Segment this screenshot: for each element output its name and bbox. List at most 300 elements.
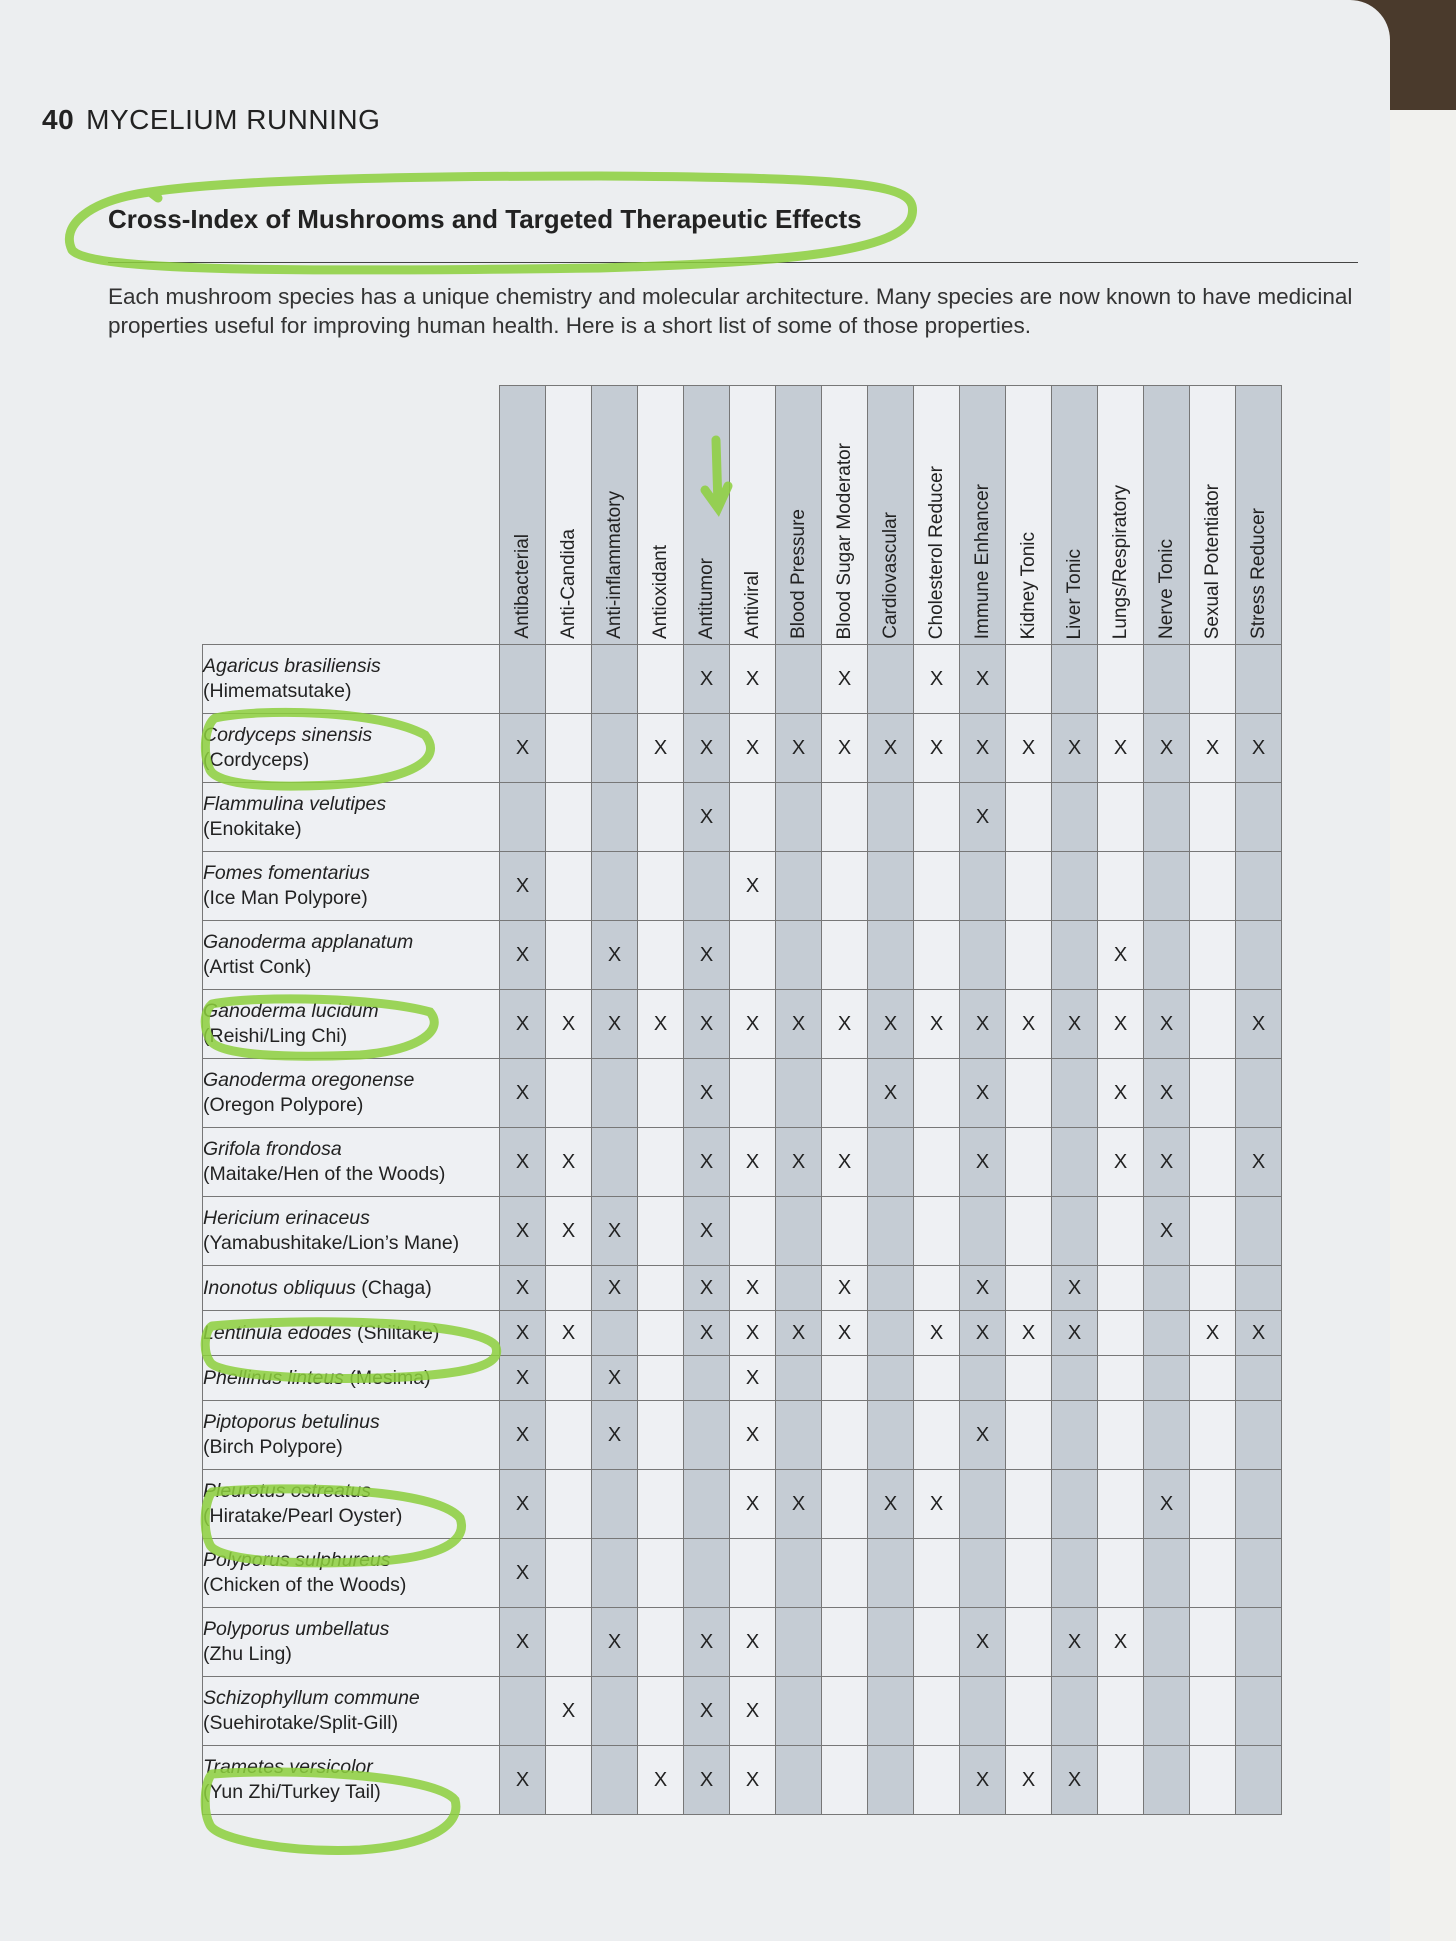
effect-mark: X (975, 1276, 990, 1299)
column-header-label: Cardiovascular (879, 512, 901, 639)
effect-mark: X (837, 1276, 852, 1299)
effect-cell (960, 645, 1006, 714)
effect-cell (638, 1311, 684, 1356)
effect-mark: X (561, 1012, 576, 1035)
effect-cell (730, 1401, 776, 1470)
effect-cell (822, 852, 868, 921)
effect-mark: X (1067, 1321, 1082, 1344)
species-name-cell (203, 1266, 500, 1311)
effect-cell (822, 1059, 868, 1128)
effect-cell (868, 1401, 914, 1470)
effect-cell (1190, 783, 1236, 852)
effect-cell (1236, 1266, 1282, 1311)
effect-mark: X (1251, 1150, 1266, 1173)
scientific-name: Ganoderma lucidum (203, 1000, 379, 1022)
column-header-label: Blood Pressure (787, 509, 809, 639)
effect-cell (868, 1677, 914, 1746)
effect-cell (822, 1401, 868, 1470)
common-name: (Yun Zhi/Turkey Tail) (203, 1781, 381, 1803)
effect-cell (1006, 990, 1052, 1059)
common-name: (Enokitake) (203, 818, 302, 840)
effect-cell (638, 645, 684, 714)
effect-mark: X (515, 1081, 530, 1104)
effect-cell (960, 1401, 1006, 1470)
effect-cell (500, 1539, 546, 1608)
effect-cell (1144, 1311, 1190, 1356)
effect-mark: X (745, 1768, 760, 1791)
effect-cell (1190, 1266, 1236, 1311)
effect-cell (914, 1401, 960, 1470)
effect-cell (1006, 1266, 1052, 1311)
effect-cell (1236, 783, 1282, 852)
column-header-blood-sugar-moderator (822, 386, 868, 645)
effect-mark: X (975, 1423, 990, 1446)
table-row (203, 1128, 1282, 1197)
effect-cell (684, 1311, 730, 1356)
effect-cell (776, 1266, 822, 1311)
effect-cell (684, 1059, 730, 1128)
effect-mark: X (1251, 1321, 1266, 1344)
effect-mark: X (653, 1768, 668, 1791)
effect-cell (1190, 1197, 1236, 1266)
effect-cell (1052, 1059, 1098, 1128)
effect-cell (1190, 645, 1236, 714)
effect-cell (1052, 1266, 1098, 1311)
effect-cell (592, 1608, 638, 1677)
effect-cell (914, 1677, 960, 1746)
effect-mark: X (561, 1699, 576, 1722)
effect-cell (638, 1059, 684, 1128)
effect-mark: X (745, 1492, 760, 1515)
effect-cell (776, 1128, 822, 1197)
effect-cell (1098, 645, 1144, 714)
page-number: 40 (42, 104, 75, 135)
effect-cell (684, 1539, 730, 1608)
effect-cell (1098, 852, 1144, 921)
effect-cell (638, 1356, 684, 1401)
effect-cell (868, 645, 914, 714)
column-header-kidney-tonic (1006, 386, 1052, 645)
effect-mark: X (515, 1423, 530, 1446)
effect-cell (1190, 1677, 1236, 1746)
effect-mark: X (1067, 1012, 1082, 1035)
effect-mark: X (515, 1630, 530, 1653)
species-name-cell (203, 921, 500, 990)
effect-mark: X (1159, 1219, 1174, 1242)
effect-cell (1052, 645, 1098, 714)
effect-cell (1236, 1128, 1282, 1197)
column-header-liver-tonic (1052, 386, 1098, 645)
effect-cell (914, 1356, 960, 1401)
effect-mark: X (883, 1492, 898, 1515)
effect-cell (1190, 1311, 1236, 1356)
effect-cell (1144, 1470, 1190, 1539)
effect-mark: X (975, 1768, 990, 1791)
effect-mark: X (607, 1276, 622, 1299)
effect-mark: X (1021, 1012, 1036, 1035)
effect-mark: X (929, 667, 944, 690)
effect-cell (1052, 1128, 1098, 1197)
effect-mark: X (975, 1321, 990, 1344)
effect-cell (822, 783, 868, 852)
effect-cell (1190, 1128, 1236, 1197)
effect-cell (1236, 921, 1282, 990)
effect-mark: X (975, 1012, 990, 1035)
effect-cell (822, 645, 868, 714)
effect-cell (1006, 1311, 1052, 1356)
effect-mark: X (883, 1012, 898, 1035)
effect-mark: X (1159, 1012, 1174, 1035)
effect-cell (684, 1197, 730, 1266)
effect-mark: X (515, 1768, 530, 1791)
effect-cell (1006, 1356, 1052, 1401)
effect-cell (500, 1470, 546, 1539)
effect-cell (638, 921, 684, 990)
effect-cell (1052, 852, 1098, 921)
effect-cell (1098, 714, 1144, 783)
effect-cell (1006, 1608, 1052, 1677)
effect-cell (1190, 1356, 1236, 1401)
effect-cell (684, 1266, 730, 1311)
table-row (203, 714, 1282, 783)
effect-cell (684, 783, 730, 852)
effect-cell (1052, 921, 1098, 990)
table-row (203, 1746, 1282, 1815)
column-header-label: Cholesterol Reducer (925, 465, 947, 639)
species-name-cell (203, 990, 500, 1059)
effect-mark: X (975, 1081, 990, 1104)
effect-mark: X (791, 736, 806, 759)
effect-cell (1190, 990, 1236, 1059)
effect-cell (638, 852, 684, 921)
effect-cell (730, 645, 776, 714)
effect-cell (638, 1470, 684, 1539)
effect-cell (546, 1197, 592, 1266)
effect-cell (1098, 1197, 1144, 1266)
column-header-label: Nerve Tonic (1155, 539, 1177, 639)
effect-mark: X (975, 1150, 990, 1173)
effect-cell (1052, 1746, 1098, 1815)
effect-cell (546, 1677, 592, 1746)
effect-cell (730, 990, 776, 1059)
effect-cell (960, 714, 1006, 783)
effect-mark: X (791, 1012, 806, 1035)
table-row (203, 1539, 1282, 1608)
effect-cell (1144, 1197, 1190, 1266)
effect-cell (1144, 1677, 1190, 1746)
effect-mark: X (1021, 1768, 1036, 1791)
effect-cell (1144, 852, 1190, 921)
effect-cell (1052, 1311, 1098, 1356)
effect-cell (546, 714, 592, 783)
effect-cell (684, 1356, 730, 1401)
effect-cell (1098, 1356, 1144, 1401)
effect-cell (1144, 990, 1190, 1059)
effect-mark: X (515, 874, 530, 897)
effect-cell (960, 1677, 1006, 1746)
effect-cell (776, 990, 822, 1059)
effect-cell (1006, 783, 1052, 852)
column-header-label: Anti-inflammatory (603, 491, 625, 639)
effect-cell (1190, 852, 1236, 921)
effect-cell (1052, 1470, 1098, 1539)
effect-cell (592, 1356, 638, 1401)
effect-cell (776, 852, 822, 921)
effect-mark: X (975, 805, 990, 828)
effect-cell (776, 921, 822, 990)
effect-cell (868, 1197, 914, 1266)
effect-cell (868, 921, 914, 990)
effect-mark: X (699, 1768, 714, 1791)
effect-cell (776, 1677, 822, 1746)
effect-cell (776, 1356, 822, 1401)
book-title: MYCELIUM RUNNING (86, 104, 381, 135)
effect-cell (822, 1677, 868, 1746)
effect-cell (1190, 921, 1236, 990)
effect-cell (822, 990, 868, 1059)
species-name-cell (203, 1311, 500, 1356)
effect-cell (1236, 1470, 1282, 1539)
effect-cell (1006, 1128, 1052, 1197)
effect-mark: X (699, 1321, 714, 1344)
effect-mark: X (515, 736, 530, 759)
effect-cell (914, 1197, 960, 1266)
effect-mark: X (1113, 1630, 1128, 1653)
effect-mark: X (929, 736, 944, 759)
effect-mark: X (699, 1699, 714, 1722)
effect-cell (1144, 645, 1190, 714)
effect-mark: X (653, 1012, 668, 1035)
cross-index-table (202, 385, 1282, 1815)
effect-cell (960, 990, 1006, 1059)
effect-cell (500, 1356, 546, 1401)
effect-cell (1098, 1266, 1144, 1311)
effect-mark: X (745, 874, 760, 897)
effect-cell (1098, 1608, 1144, 1677)
effect-cell (960, 1356, 1006, 1401)
effect-mark: X (1159, 1150, 1174, 1173)
common-name: (Ice Man Polypore) (203, 887, 368, 909)
effect-cell (730, 783, 776, 852)
effect-cell (592, 714, 638, 783)
effect-mark: X (1113, 1012, 1128, 1035)
effect-mark: X (699, 1081, 714, 1104)
effect-cell (1098, 1470, 1144, 1539)
column-header-label: Anti-Candida (557, 529, 579, 639)
effect-cell (684, 1401, 730, 1470)
effect-cell (592, 1677, 638, 1746)
species-name-cell (203, 1128, 500, 1197)
column-header-cholesterol-reducer (914, 386, 960, 645)
effect-cell (868, 1059, 914, 1128)
scientific-name: Ganoderma oregonense (203, 1069, 415, 1091)
effect-cell (960, 1539, 1006, 1608)
common-name: (Artist Conk) (203, 956, 312, 978)
scientific-name: Cordyceps sinensis (203, 724, 373, 746)
effect-cell (546, 1311, 592, 1356)
effect-mark: X (1113, 1081, 1128, 1104)
effect-mark: X (791, 1492, 806, 1515)
effect-mark: X (699, 1012, 714, 1035)
effect-cell (914, 852, 960, 921)
effect-mark: X (837, 1321, 852, 1344)
effect-cell (638, 1677, 684, 1746)
effect-mark: X (745, 1630, 760, 1653)
common-name: (Himematsutake) (203, 680, 352, 702)
effect-cell (776, 783, 822, 852)
effect-cell (776, 1539, 822, 1608)
effect-cell (730, 1197, 776, 1266)
effect-cell (914, 921, 960, 990)
effect-cell (1006, 1746, 1052, 1815)
effect-cell (868, 852, 914, 921)
effect-mark: X (1205, 1321, 1220, 1344)
column-header-stress-reducer (1236, 386, 1282, 645)
effect-cell (684, 921, 730, 990)
effect-cell (868, 1356, 914, 1401)
column-header-label: Kidney Tonic (1017, 531, 1039, 639)
species-name-cell (203, 1539, 500, 1608)
effect-cell (500, 1197, 546, 1266)
effect-cell (1098, 1311, 1144, 1356)
effect-cell (546, 1356, 592, 1401)
effect-cell (868, 990, 914, 1059)
effect-cell (914, 1059, 960, 1128)
effect-cell (1144, 1539, 1190, 1608)
column-header-label: Sexual Potentiator (1201, 483, 1223, 639)
effect-cell (592, 783, 638, 852)
effect-cell (1144, 1401, 1190, 1470)
species-name-cell (203, 1470, 500, 1539)
effect-cell (822, 1746, 868, 1815)
effect-mark: X (699, 943, 714, 966)
species-name-cell (203, 1677, 500, 1746)
effect-cell (1006, 1677, 1052, 1746)
column-header-immune-enhancer (960, 386, 1006, 645)
column-header-anti-candida (546, 386, 592, 645)
effect-cell (592, 1470, 638, 1539)
effect-mark: X (607, 1366, 622, 1389)
effect-cell (730, 1059, 776, 1128)
effect-mark: X (1159, 736, 1174, 759)
facing-page-edge (1390, 110, 1456, 1941)
effect-cell (776, 645, 822, 714)
effect-mark: X (975, 667, 990, 690)
effect-mark: X (699, 736, 714, 759)
scientific-name: Inonotus obliquus (203, 1276, 356, 1299)
column-header-label: Antibacterial (511, 534, 533, 639)
title-rule (108, 262, 1358, 263)
effect-cell (500, 1311, 546, 1356)
effect-cell (1006, 921, 1052, 990)
effect-cell (776, 1470, 822, 1539)
effect-mark: X (837, 736, 852, 759)
effect-cell (638, 714, 684, 783)
effect-cell (546, 1401, 592, 1470)
effect-cell (500, 645, 546, 714)
effect-mark: X (975, 736, 990, 759)
effect-mark: X (745, 1276, 760, 1299)
effect-cell (638, 1128, 684, 1197)
column-header-label: Liver Tonic (1063, 548, 1085, 639)
effect-cell (684, 1608, 730, 1677)
effect-cell (776, 1746, 822, 1815)
effect-cell (868, 1128, 914, 1197)
effect-cell (546, 645, 592, 714)
effect-mark: X (745, 736, 760, 759)
effect-cell (1098, 921, 1144, 990)
effect-cell (638, 1266, 684, 1311)
effect-cell (822, 1539, 868, 1608)
effect-mark: X (515, 1150, 530, 1173)
effect-mark: X (745, 1012, 760, 1035)
effect-cell (868, 714, 914, 783)
effect-cell (592, 1746, 638, 1815)
effect-mark: X (699, 667, 714, 690)
effect-cell (1236, 1311, 1282, 1356)
table-row (203, 921, 1282, 990)
effect-mark: X (1113, 943, 1128, 966)
common-name: (Zhu Ling) (203, 1643, 292, 1665)
effect-cell (546, 852, 592, 921)
effect-mark: X (515, 1561, 530, 1584)
scientific-name: Pleurotus ostreatus (203, 1480, 372, 1502)
column-header-label: Antitumor (695, 557, 717, 639)
species-name-cell (203, 783, 500, 852)
effect-mark: X (1113, 736, 1128, 759)
effect-mark: X (699, 1630, 714, 1653)
effect-cell (914, 990, 960, 1059)
effect-cell (1236, 990, 1282, 1059)
effect-cell (960, 921, 1006, 990)
effect-cell (1006, 1470, 1052, 1539)
common-name: (Chaga) (361, 1276, 432, 1299)
effect-cell (500, 783, 546, 852)
effect-mark: X (1067, 1630, 1082, 1653)
effect-cell (1236, 1401, 1282, 1470)
scientific-name: Grifola frondosa (203, 1138, 342, 1160)
effect-cell (638, 1608, 684, 1677)
effect-cell (1098, 783, 1144, 852)
common-name: (Cordyceps) (203, 749, 310, 771)
effect-cell (1236, 714, 1282, 783)
species-name-cell (203, 645, 500, 714)
effect-cell (960, 1608, 1006, 1677)
effect-cell (868, 1746, 914, 1815)
effect-cell (822, 1266, 868, 1311)
effect-cell (1236, 1677, 1282, 1746)
effect-cell (592, 1128, 638, 1197)
effect-cell (960, 1197, 1006, 1266)
effect-cell (730, 1311, 776, 1356)
effect-cell (500, 1608, 546, 1677)
effect-cell (638, 1539, 684, 1608)
effect-cell (1190, 1059, 1236, 1128)
effect-mark: X (745, 1150, 760, 1173)
effect-cell (592, 921, 638, 990)
effect-mark: X (699, 1219, 714, 1242)
effect-cell (1236, 1746, 1282, 1815)
effect-mark: X (699, 1276, 714, 1299)
effect-mark: X (653, 736, 668, 759)
effect-mark: X (607, 1630, 622, 1653)
effect-cell (730, 1356, 776, 1401)
effect-cell (960, 1059, 1006, 1128)
effect-cell (868, 1608, 914, 1677)
effect-cell (1190, 1470, 1236, 1539)
common-name: (Mesima) (349, 1366, 431, 1389)
effect-cell (1144, 1128, 1190, 1197)
